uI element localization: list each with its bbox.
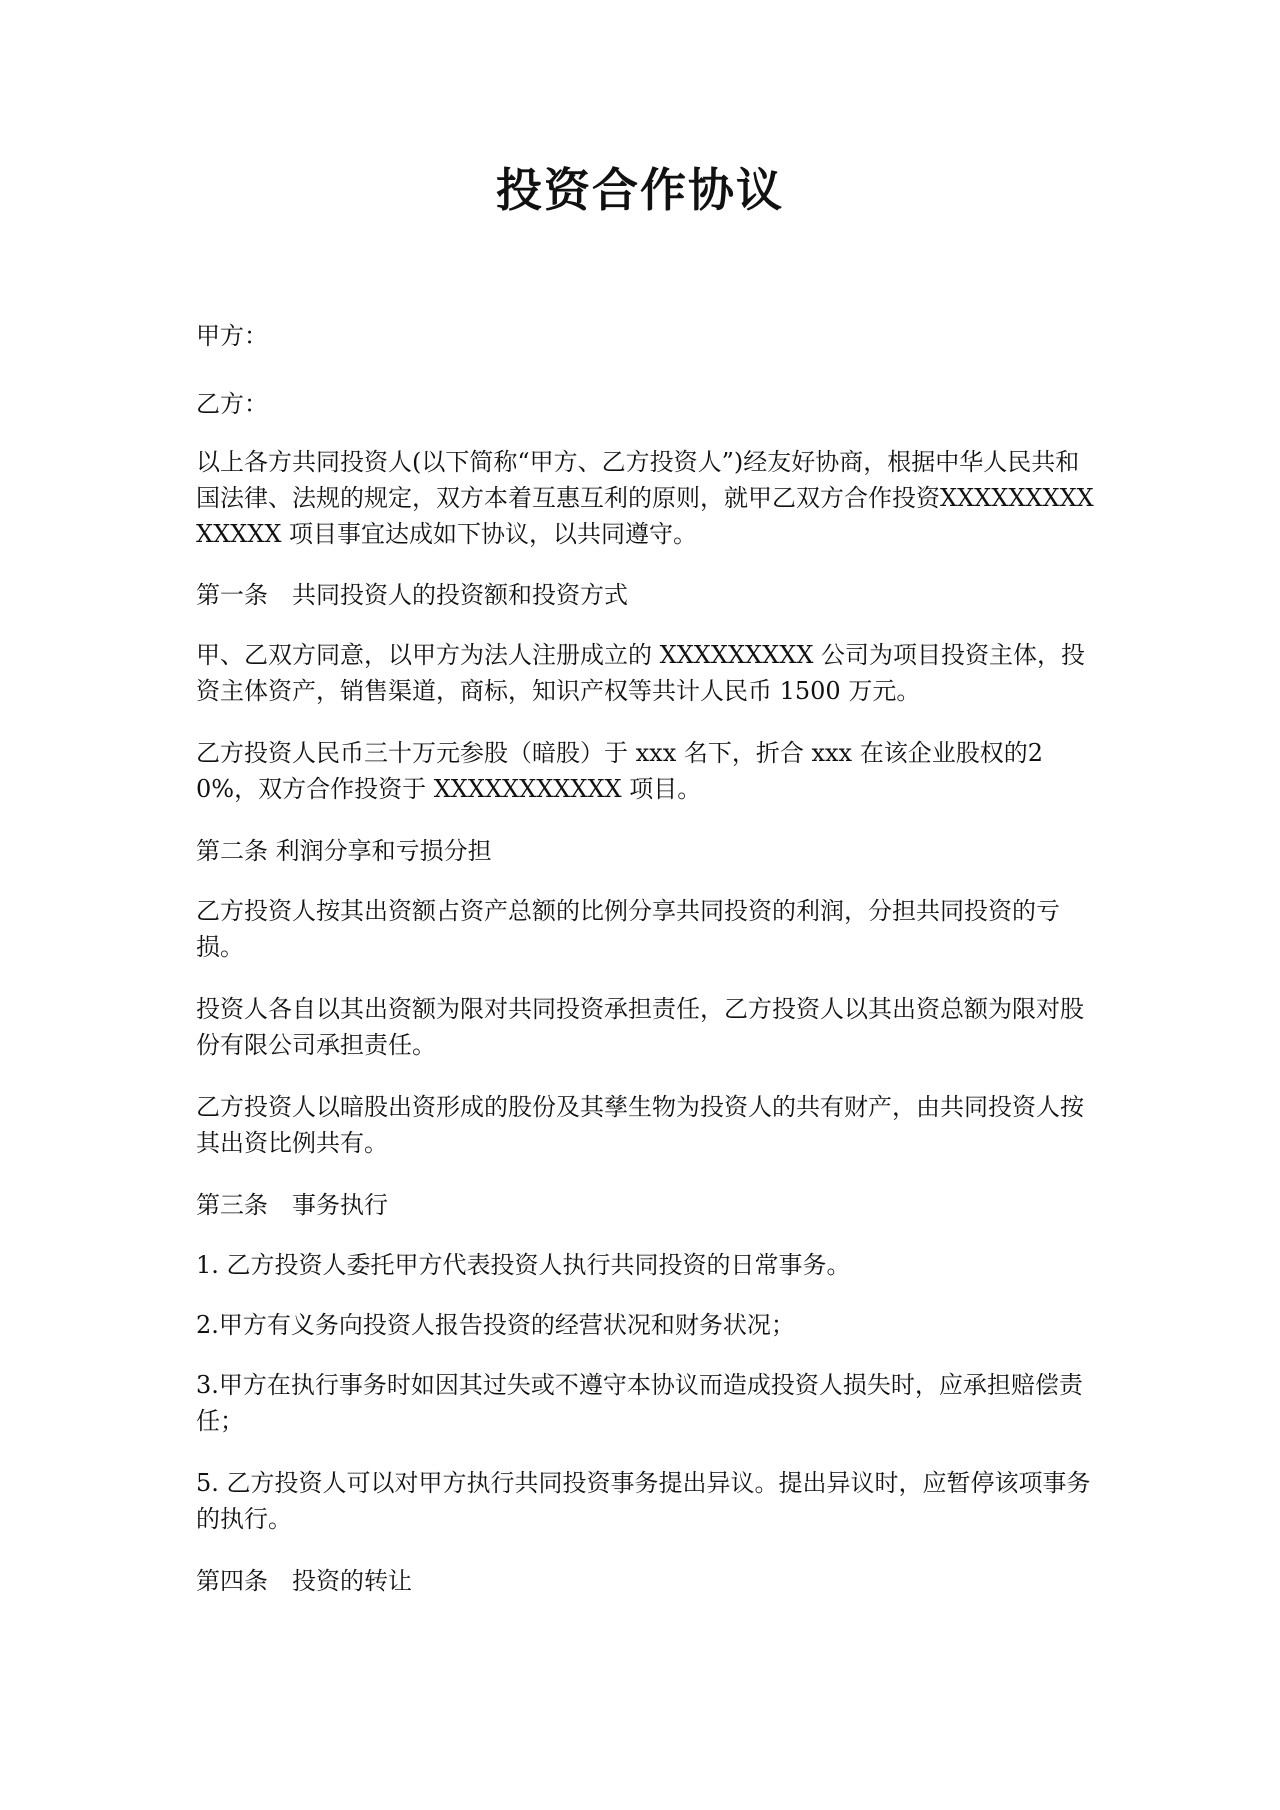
article-3-heading: 第三条 事务执行 [196,1191,388,1219]
article-3-item-1: 1. 乙方投资人委托甲方代表投资人执行共同投资的日常事务。 [196,1251,851,1279]
article-2-paragraph-2: 投资人各自以其出资额为限对共同投资承担责任，乙方投资人以其出资总额为限对股份有限公司承担责任。 [196,995,1084,1059]
preamble-paragraph: 以上各方共同投资人(以下简称“甲方、乙方投资人”)经友好协商，根据中华人民共和国法律、法规的规定，双方本着互惠互利的原则，就甲乙双方合作投资XXXXXXXXXXXXXX 项目事宜达成如下协议，以共同遵守。 [196,448,1094,548]
article-1-heading: 第一条 共同投资人的投资额和投资方式 [196,581,628,609]
party-a-line: 甲方： [196,322,268,350]
document-title: 投资合作协议 [496,163,784,217]
article-2-paragraph-1: 乙方投资人按其出资额占资产总额的比例分享共同投资的利润，分担共同投资的亏损。 [196,897,1060,961]
article-4-heading: 第四条 投资的转让 [196,1567,412,1595]
party-b-line: 乙方： [196,390,268,418]
article-3-item-3: 3.甲方在执行事务时如因其过失或不遵守本协议而造成投资人损失时，应承担赔偿责任； [196,1371,1083,1435]
article-3-item-2: 2.甲方有义务向投资人报告投资的经营状况和财务状况； [196,1311,795,1339]
article-1-paragraph-1: 甲、乙双方同意，以甲方为法人注册成立的 XXXXXXXXX 公司为项目投资主体，投资主体资产，销售渠道，商标，知识产权等共计人民币 1500 万元。 [196,641,1086,705]
article-2-paragraph-3: 乙方投资人以暗股出资形成的股份及其孳生物为投资人的共有财产，由共同投资人按其出资比例共有。 [196,1093,1084,1157]
article-3-item-5: 5. 乙方投资人可以对甲方执行共同投资事务提出异议。提出异议时，应暂停该项事务的执行。 [196,1469,1091,1533]
article-1-paragraph-2: 乙方投资人民币三十万元参股（暗股）于 xxx 名下，折合 xxx 在该企业股权的20%，双方合作投资于 XXXXXXXXXXX 项目。 [196,739,1043,803]
article-2-heading: 第二条 利润分享和亏损分担 [196,837,492,865]
